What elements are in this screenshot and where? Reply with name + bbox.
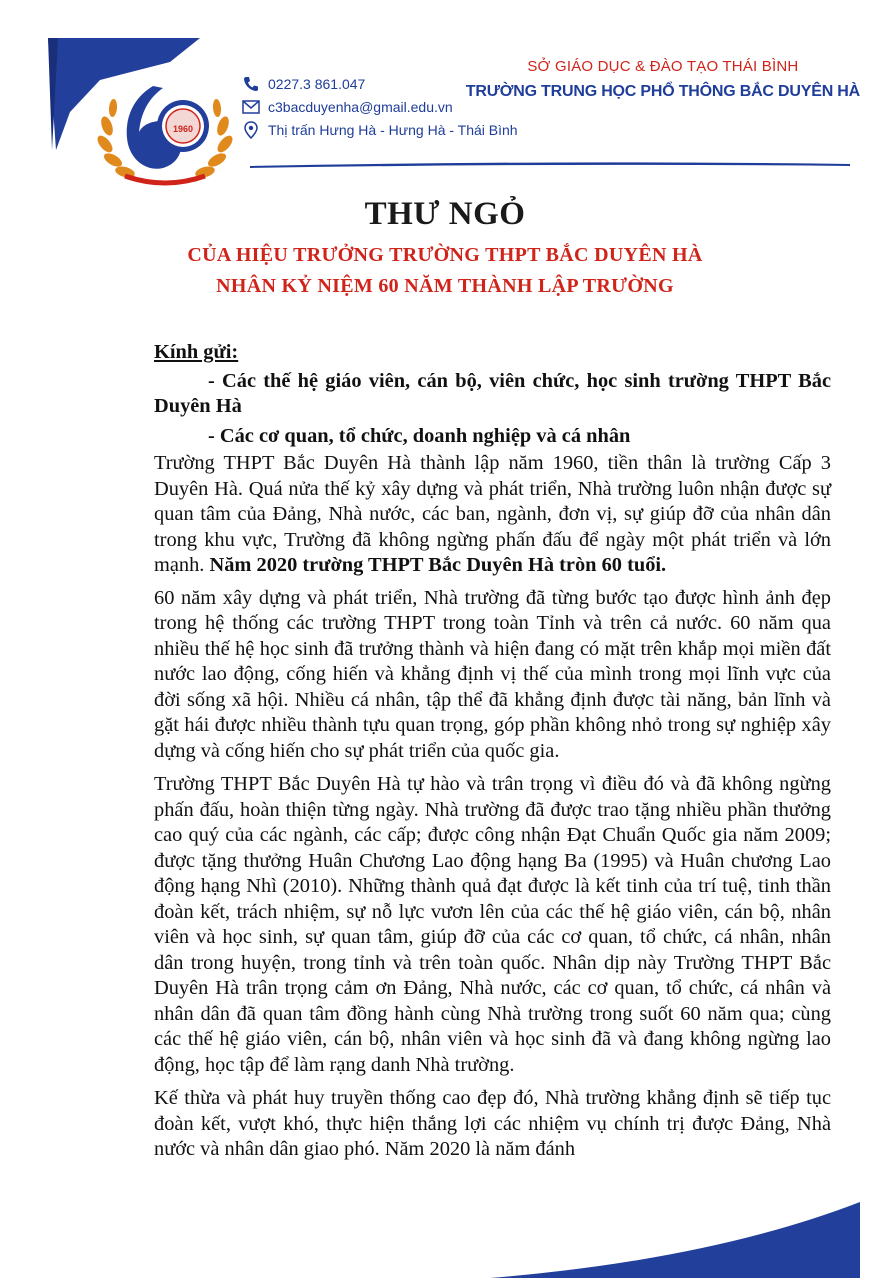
paragraph-1 [154,451,831,579]
location-icon [242,121,260,139]
paragraph-2: 60 năm xây dựng và phát triển, Nhà trường đã từng bước tạo được hình ảnh đẹp trong hệ thống các trường THPT trong toàn Tỉnh và trên cả nước. 60 năm qua nhiều thế hệ học sinh đã trưởng thành và hiện đang có mặt trên khắp mọi miền đất nước lao động, cống hiến và khẳng định vị thế của mình trong mọi lĩnh vực của đời sống xã hội. Nhiều cá nhân, tập thể đã khẳng định được tài năng, bản lĩnh và gặt hái được nhiều thành tựu quan trọng, góp phần không nhỏ trong sự nghiệp xây dựng và cống hiến cho sự phát triển của quốc gia. [154,586,831,762]
salutation: Kính gửi: [154,341,239,363]
letter-subtitle-2: NHÂN KỶ NIỆM 60 NĂM THÀNH LẬP TRƯỜNG [216,275,674,297]
school-logo [95,68,235,188]
school-address: Thị trấn Hưng Hà - Hưng Hà - Thái Bình [268,121,518,138]
email-icon [242,98,260,116]
paragraph-3: Trường THPT Bắc Duyên Hà tự hào và trân trọng vì điều đó và đã không ngừng phấn đấu, hoàn thiện từng ngày. Nhà trường đã được trao tặng nhiều phần thưởng cao quý của các ngành, các cấp; được công nhận Đạt Chuẩn Quốc gia năm 2009; được tặng thưởng Huân Chương Lao động hạng Ba (1995) và Huân chương Lao động hạng Nhì (2010). Những thành quả đạt được là kết tinh của trí tuệ, tinh thần đoàn kết, trách nhiệm, sự nỗ lực vươn lên của các thế hệ giáo viên, cán bộ, nhân viên và học sinh, sự quan tâm, giúp đỡ của các cơ quan, tổ chức, cá nhân, nhân dân trong huyện, trong tỉnh và trên toàn quốc. Nhân dịp này Trường THPT Bắc Duyên Hà trân trọng cảm ơn Đảng, Nhà nước, các cơ quan, tổ chức, cá nhân và nhân dân đã quan tâm đồng hành cùng Nhà trường trong suốt 60 năm qua; cùng các thế hệ giáo viên, cán bộ, nhân viên và học sinh đã và đang không ngừng lao động, học tập để làm rạng danh Nhà trường. [154,773,831,1076]
address-row [242,118,518,141]
recipient-line-2: - Các cơ quan, tổ chức, doanh nghiệp và cá nhân [208,424,631,447]
header-divider [250,160,850,172]
letter-title: THƯ NGỎ [364,196,526,232]
letter-body [154,340,831,1163]
school-name: TRƯỜNG TRUNG HỌC PHỔ THÔNG BẮC DUYÊN HÀ [465,83,860,100]
paragraph-1-text: Trường THPT Bắc Duyên Hà thành lập năm 1960, tiền thân là trường Cấp 3 Duyên Hà. Quá nửa thế kỷ xây dựng và phát triển, Nhà trường luôn nhận được sự quan tâm của Đảng, Nhà nước, các ban, ngành, đơn vị, sự giúp đỡ của nhân dân trong khu vực, Trường đã không ngừng phấn đấu để ngày một phát triển và lớn mạnh. [154,452,831,576]
letter-subtitle-1: CỦA HIỆU TRƯỞNG TRƯỜNG THPT BẮC DUYÊN HÀ [187,244,703,266]
phone-number: 0227.3 861.047 [268,75,366,92]
department-name: SỞ GIÁO DỤC & ĐÀO TẠO THÁI BÌNH [527,58,799,75]
header-organization [466,58,860,101]
logo-year: 1960 [172,124,194,134]
paragraph-4: Kế thừa và phát huy truyền thống cao đẹp đó, Nhà trường khẳng định sẽ tiếp tục đoàn kết, vượt khó, thực hiện thắng lợi các nhiệm vụ chính trị được Đảng, Nhà nước và nhân dân giao phó. Năm 2020 là năm đánh [154,1087,831,1160]
paragraph-1-highlight: Năm 2020 trường THPT Bắc Duyên Hà tròn 60 tuổi. [209,554,667,576]
phone-icon [242,75,260,93]
corner-decoration-bottom-right [430,1190,890,1280]
recipient-line-1: - Các thế hệ giáo viên, cán bộ, viên chức, học sinh trường THPT Bắc Duyên Hà [154,369,831,417]
email-address: c3bacduyenha@gmail.edu.vn [268,98,453,115]
